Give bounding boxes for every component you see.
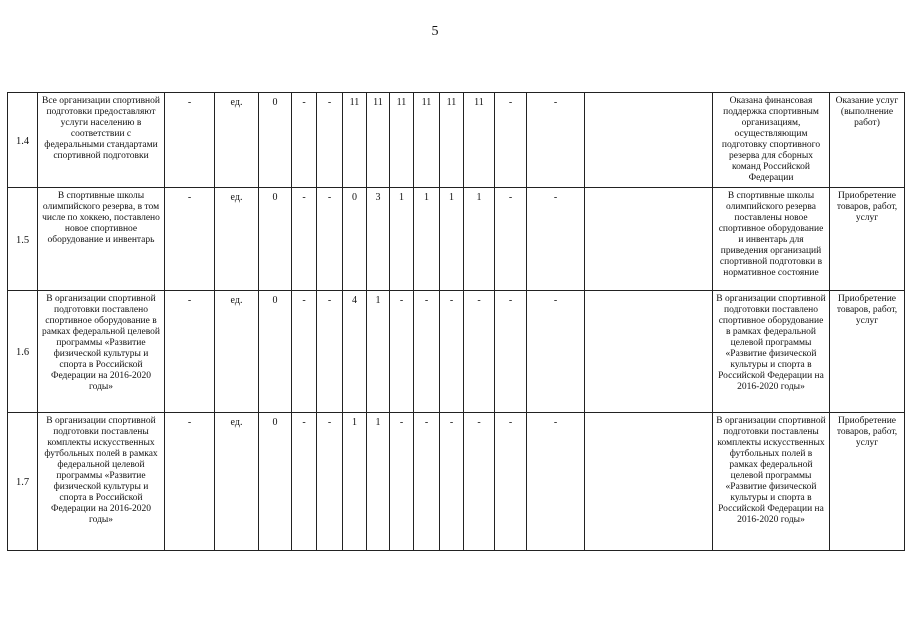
dash-cell: - — [527, 93, 585, 188]
dash-cell: - — [292, 188, 317, 291]
dash-cell: - — [317, 291, 343, 413]
year-value-cell: 1 — [464, 188, 495, 291]
dash-cell: - — [165, 413, 215, 551]
year-value-cell: 1 — [367, 413, 390, 551]
dash-cell: - — [165, 93, 215, 188]
year-value-cell: 0 — [343, 188, 367, 291]
dash-cell: - — [527, 413, 585, 551]
activity-type: Приобретение товаров, работ, услуг — [830, 413, 905, 551]
year-value-cell: 1 — [414, 188, 440, 291]
dash-cell: - — [165, 291, 215, 413]
year-value-cell: - — [464, 413, 495, 551]
result-description: В спортивные школы олимпийского резерва поставлены новое спортивное оборудование и инвентарь для приведения организаций спортивной подготовки в нормативное состояние — [713, 188, 830, 291]
year-value-cell: 11 — [343, 93, 367, 188]
dash-cell: - — [527, 188, 585, 291]
year-value-cell: 11 — [367, 93, 390, 188]
empty-cell — [585, 188, 713, 291]
page-number: 5 — [431, 24, 439, 39]
year-value-cell: - — [414, 413, 440, 551]
row-number: 1.7 — [8, 413, 38, 551]
indicator-description: В организации спортивной подготовки поставлены комплекты искусственных футбольных полей в рамках федеральной целевой программы «Развитие физической культуры и спорта в Российской Федерации на 2016-2020 годы» — [38, 413, 165, 551]
year-value-cell: 1 — [343, 413, 367, 551]
dash-cell: - — [292, 413, 317, 551]
year-value-cell: - — [464, 291, 495, 413]
dash-cell: - — [292, 93, 317, 188]
year-value-cell: - — [414, 291, 440, 413]
table-row — [8, 188, 905, 291]
year-value-cell: - — [390, 413, 414, 551]
year-value-cell: 11 — [464, 93, 495, 188]
indicator-description: В спортивные школы олимпийского резерва, в том числе по хоккею, поставлено новое спортивное оборудование и инвентарь — [38, 188, 165, 291]
indicator-description: В организации спортивной подготовки поставлено спортивное оборудование в рамках федеральной целевой программы «Развитие физической культуры и спорта в Российской Федерации на 2016-2020 годы» — [38, 291, 165, 413]
base-value-cell: 0 — [259, 188, 292, 291]
activity-type: Приобретение товаров, работ, услуг — [830, 188, 905, 291]
year-value-cell: 3 — [367, 188, 390, 291]
row-number: 1.6 — [8, 291, 38, 413]
activity-type: Оказание услуг (выполнение работ) — [830, 93, 905, 188]
row-number: 1.4 — [8, 93, 38, 188]
year-value-cell: - — [440, 413, 464, 551]
empty-cell — [585, 93, 713, 188]
year-value-cell: 4 — [343, 291, 367, 413]
base-value-cell: 0 — [259, 413, 292, 551]
year-value-cell: - — [440, 291, 464, 413]
dash-cell: - — [165, 188, 215, 291]
dash-cell: - — [317, 413, 343, 551]
result-description: В организации спортивной подготовки поставлено спортивное оборудование в рамках федеральной целевой программы «Развитие физической культуры и спорта в Российской Федерации на 2016-2020 годы» — [713, 291, 830, 413]
unit-cell: ед. — [215, 188, 259, 291]
year-value-cell: 1 — [440, 188, 464, 291]
base-value-cell: 0 — [259, 93, 292, 188]
year-value-cell: 1 — [367, 291, 390, 413]
dash-cell: - — [317, 188, 343, 291]
year-value-cell: 1 — [390, 188, 414, 291]
table-row — [8, 413, 905, 551]
dash-cell: - — [495, 291, 527, 413]
year-value-cell: 11 — [440, 93, 464, 188]
dash-cell: - — [495, 413, 527, 551]
empty-cell — [585, 413, 713, 551]
table-row — [8, 291, 905, 413]
dash-cell: - — [495, 93, 527, 188]
year-value-cell: - — [390, 291, 414, 413]
result-description: В организации спортивной подготовки поставлены комплекты искусственных футбольных полей в рамках федеральной целевой программы «Развитие физической культуры и спорта в Российской Федерации на 2016-2020 годы» — [713, 413, 830, 551]
dash-cell: - — [317, 93, 343, 188]
base-value-cell: 0 — [259, 291, 292, 413]
indicator-description: Все организации спортивной подготовки предоставляют услуги населению в соответствии с федеральными стандартами спортивной подготовки — [38, 93, 165, 188]
year-value-cell: 11 — [414, 93, 440, 188]
table-row — [8, 93, 905, 188]
unit-cell: ед. — [215, 291, 259, 413]
dash-cell: - — [527, 291, 585, 413]
dash-cell: - — [292, 291, 317, 413]
unit-cell: ед. — [215, 93, 259, 188]
indicator-table — [7, 92, 905, 551]
row-number: 1.5 — [8, 188, 38, 291]
activity-type: Приобретение товаров, работ, услуг — [830, 291, 905, 413]
unit-cell: ед. — [215, 413, 259, 551]
empty-cell — [585, 291, 713, 413]
dash-cell: - — [495, 188, 527, 291]
year-value-cell: 11 — [390, 93, 414, 188]
result-description: Оказана финансовая поддержка спортивным организациям, осуществляющим подготовку спортивного резерва для сборных команд Российской Федерации — [713, 93, 830, 188]
